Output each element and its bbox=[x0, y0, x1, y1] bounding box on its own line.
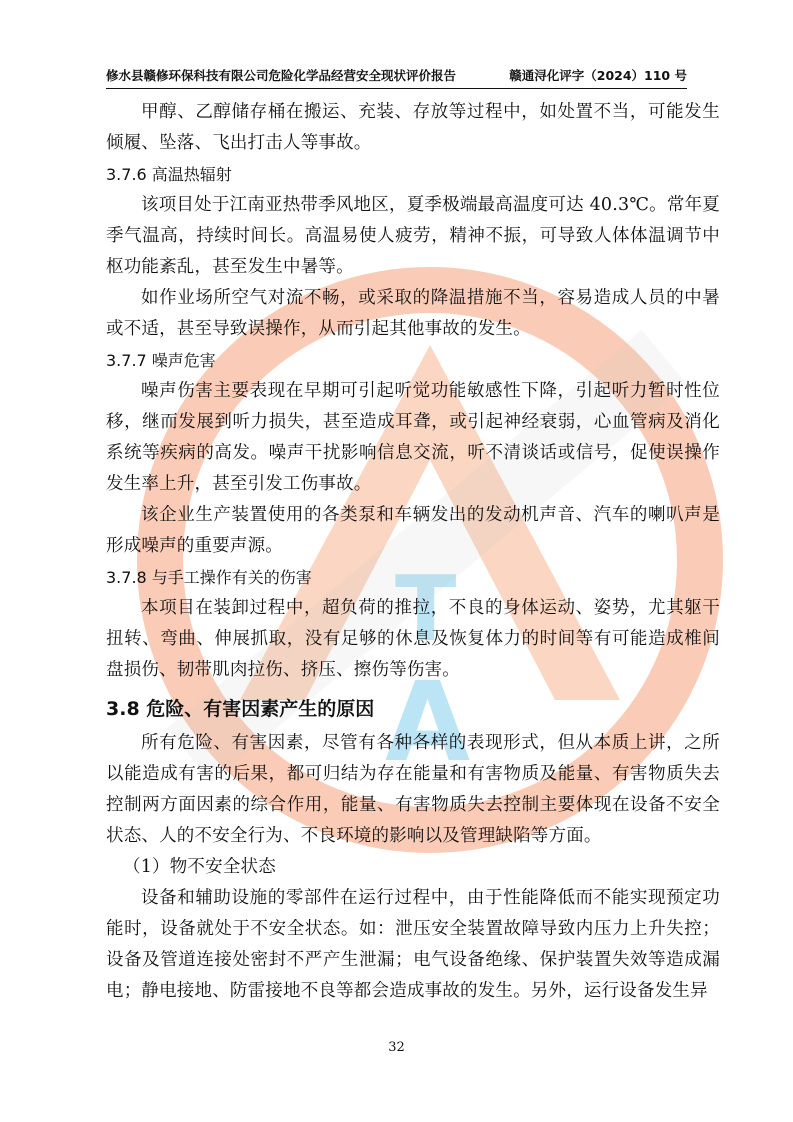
heading-3-7-6: 3.7.6 高温热辐射 bbox=[106, 165, 232, 184]
document-body bbox=[106, 97, 720, 1007]
watermark-letter-t: T bbox=[395, 557, 457, 662]
paragraph-high-temperature: 该项目处于江南亚热带季风地区，夏季极端最高温度可达 40.3℃。常年夏季气温高，持续时间长。高温易使人疲劳，精神不振，可导致人体体温调节中枢功能紊乱，甚至发生中暑等。 bbox=[106, 195, 720, 277]
paragraph-hazard-causes: 所有危险、有害因素，尽管有各种各样的表现形式，但从本质上讲，之所以能造成有害的后果，都可归结为存在能量和有害物质及能量、有害物质失去控制两方面因素的综合作用，能量、有害物质失去控制主要体现在设备不安全状态、人的不安全行为、不良环境的影响以及管理缺陷等方面。 bbox=[106, 733, 720, 846]
watermark-letter-a: A bbox=[385, 658, 471, 786]
paragraph-ventilation: 如作业场所空气对流不畅，或采取的降温措施不当，容易造成人员的中暑或不适，甚至导致误操作，从而引起其他事故的发生。 bbox=[106, 288, 720, 339]
paragraph-equipment-state: 设备和辅助设施的零部件在运行过程中，由于性能降低而不能实现预定功能时，设备就处于不安全状态。如：泄压安全装置故障导致内压力上升失控；设备及管道连接处密封不严产生泄漏；电气设备绝缘、保护装置失效等造成漏电；静电接地、防雷接地不良等都会造成事故的发生。另外，运行设备发生异 bbox=[106, 888, 720, 1001]
heading-3-7-7: 3.7.7 噪声危害 bbox=[106, 351, 216, 370]
paragraph-storage-drum-hazard: 甲醇、乙醇储存桶在搬运、充装、存放等过程中，如处置不当，可能发生倾履、坠落、飞出打击人等事故。 bbox=[106, 102, 720, 153]
heading-3-8: 3.8 危险、有害因素产生的原因 bbox=[106, 698, 375, 720]
page-number: 32 bbox=[388, 1040, 405, 1055]
list-item-unsafe-state: （1）物不安全状态 bbox=[123, 857, 276, 877]
paragraph-noise-sources: 该企业生产装置使用的各类泵和车辆发出的发动机声音、汽车的喇叭声是形成噪声的重要声源。 bbox=[106, 505, 720, 556]
paragraph-manual-handling: 本项目在装卸过程中，超负荷的推拉，不良的身体运动、姿势，尤其躯干扭转、弯曲、伸展抓取，没有足够的休息及恢复体力的时间等有可能造成椎间盘损伤、韧带肌肉拉伤、挤压、擦伤等伤害。 bbox=[106, 598, 720, 680]
header-report-number: 赣通浔化评字（2024）110 号 bbox=[509, 68, 687, 83]
page-header bbox=[106, 66, 687, 89]
header-report-title: 修水县赣修环保科技有限公司危险化学品经营安全现状评价报告 bbox=[106, 68, 457, 83]
heading-3-7-8: 3.7.8 与手工操作有关的伤害 bbox=[106, 568, 312, 587]
paragraph-noise-effects: 噪声伤害主要表现在早期可引起听觉功能敏感性下降，引起听力暂时性位移，继而发展到听力损失，甚至造成耳聋，或引起神经衰弱，心血管病及消化系统等疾病的高发。噪声干扰影响信息交流，听不清谈话或信号，促使误操作发生率上升，甚至引发工伤事故。 bbox=[106, 381, 720, 494]
